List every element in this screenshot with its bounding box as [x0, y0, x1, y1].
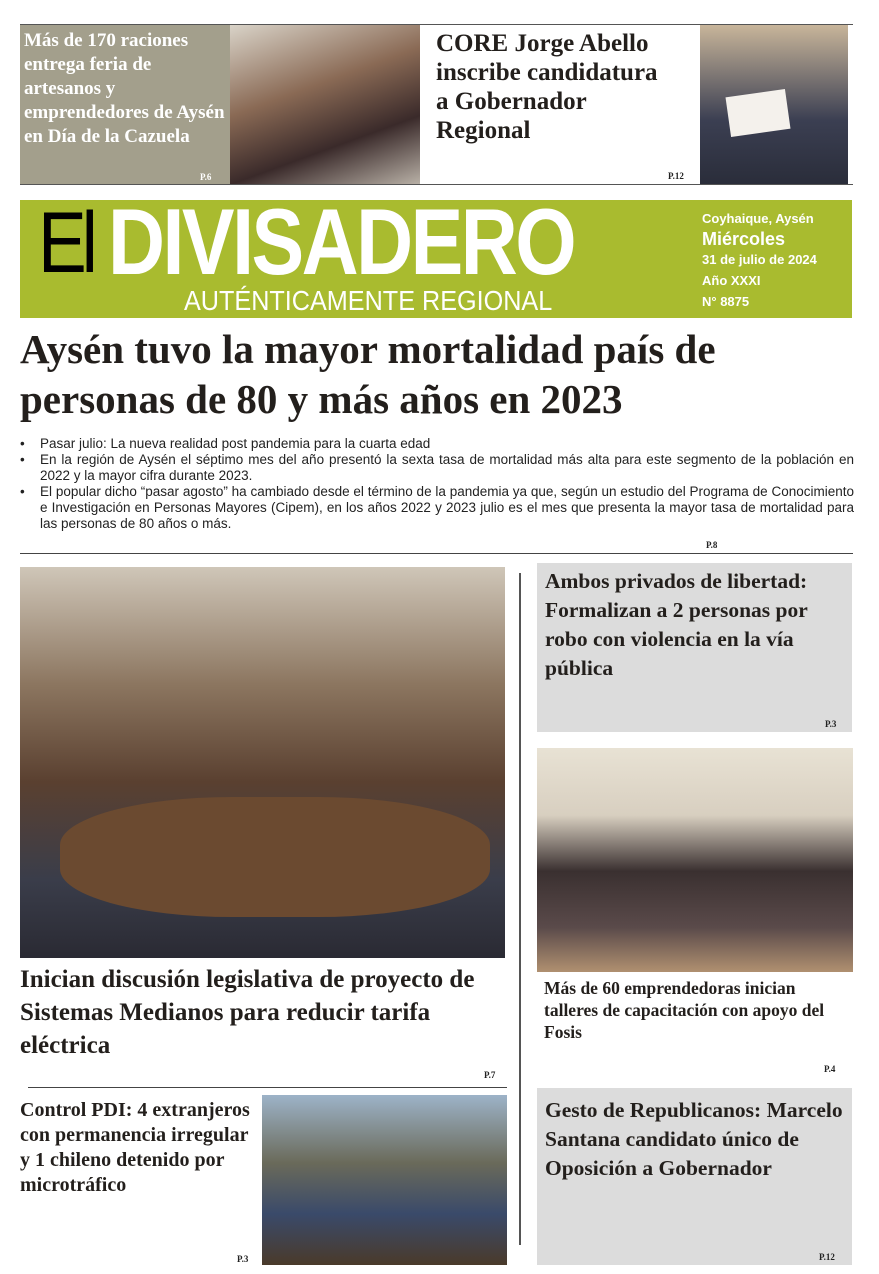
fosis-story-headline[interactable]: Más de 60 emprendedoras inician talleres de capacitación con apoyo del Fosis: [544, 978, 825, 1042]
main-story-headline[interactable]: Inician discusión legislativa de proyecto de Sistemas Medianos para reducir tarifa eléctrica: [20, 966, 475, 1059]
page-ref: P.12: [668, 171, 684, 181]
lead-rule: [20, 553, 853, 554]
bullet: • Pasar julio: La nueva realidad post pandemia para la cuarta edad: [20, 436, 431, 451]
page-ref: P.3: [825, 719, 837, 729]
lead-bullets: [20, 436, 854, 532]
pdi-control-photo[interactable]: [262, 1095, 507, 1265]
page-ref: P.7: [484, 1070, 496, 1080]
abello-photo: [700, 25, 848, 184]
page-ref: P.12: [819, 1252, 835, 1262]
feria-photo: [230, 25, 420, 184]
tagline: AUTÉNTICAMENTE REGIONAL: [184, 285, 553, 316]
city: Coyhaique, Aysén: [702, 211, 814, 226]
issue: N° 8875: [702, 294, 750, 309]
teaser-feria[interactable]: [20, 25, 420, 184]
teaser-headline: Más de 170 raciones entrega feria de artesanos y emprendedores de Aysén en Día de la Cazuela: [24, 30, 225, 147]
edition-info: [702, 208, 817, 312]
year: Año XXXI: [702, 273, 761, 288]
column-divider: [519, 573, 521, 1245]
republicanos-story[interactable]: [537, 1088, 852, 1265]
weekday: Miércoles: [702, 229, 786, 249]
page-ref: P.4: [824, 1064, 836, 1074]
bullet: • El popular dicho “pasar agosto” ha cambiado desde el término de la pandemia ya que, según un estudio del Programa de Conocimiento e Investigación en Personas Mayores (Cipem), en los años 2022 y 2023 julio es el mes que presenta la mayor tasa de mortalidad para las personas de 80 años o más.: [20, 484, 854, 531]
teaser-core[interactable]: [420, 25, 853, 184]
top-strip-bottom-rule: [20, 184, 853, 185]
robo-story[interactable]: [537, 563, 852, 732]
page-ref: P.8: [706, 540, 718, 550]
pdi-story-headline[interactable]: Control PDI: 4 extranjeros con permanencia irregular y 1 chileno detenido por microtráfico: [20, 1099, 250, 1196]
logo-el: El: [38, 195, 93, 291]
masthead: [20, 189, 852, 318]
lead-headline[interactable]: Aysén tuvo la mayor mortalidad país de personas de 80 y más años en 2023: [20, 326, 716, 422]
republicanos-story-headline: Gesto de Republicanos: Marcelo Santana candidato único de Oposición a Gobernador: [545, 1098, 843, 1180]
document-held: [726, 89, 791, 137]
page-ref: P.6: [200, 172, 212, 182]
page-ref: P.3: [237, 1254, 249, 1264]
table: [60, 797, 490, 917]
robo-story-headline: Ambos privados de libertad: Formalizan a 2 personas por robo con violencia en la vía pública: [545, 569, 808, 680]
emprendedoras-photo[interactable]: [537, 748, 853, 972]
logo-main: DIVISADERO: [108, 189, 575, 294]
date: 31 de julio de 2024: [702, 252, 817, 267]
legislative-meeting-photo[interactable]: [20, 567, 505, 958]
teaser-headline: CORE Jorge Abello inscribe candidatura a Gobernador Regional: [436, 30, 658, 144]
main-story-rule: [28, 1087, 507, 1088]
bullet: • En la región de Aysén el séptimo mes del año presentó la sexta tasa de mortalidad más alta para este segmento de la población en 2022 y la mayor cifra durante 2023.: [20, 452, 854, 483]
